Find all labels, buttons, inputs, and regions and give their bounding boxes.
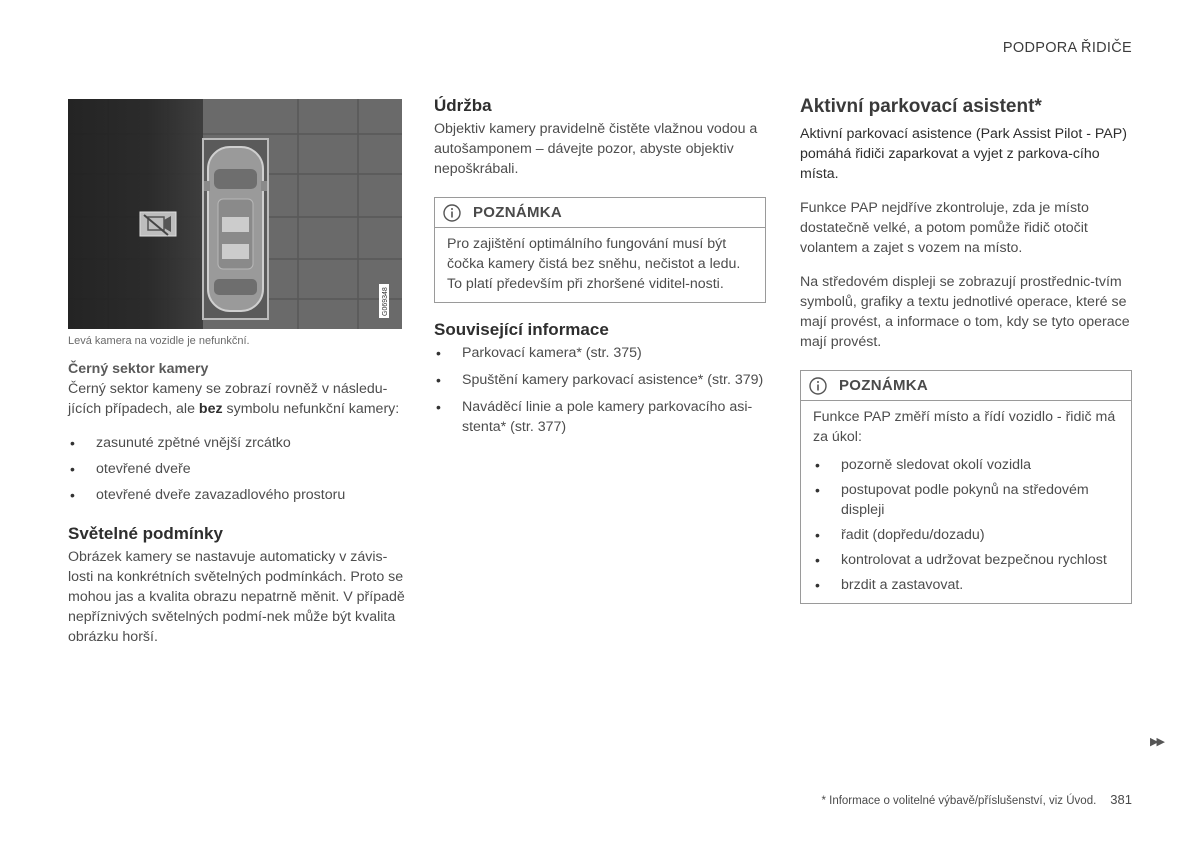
- note-title: POZNÁMKA: [839, 376, 929, 394]
- camera-view-illustration: [68, 99, 402, 329]
- note-text: Funkce PAP změří místo a řídí vozidlo - řidič má za úkol:: [813, 409, 1116, 445]
- black-sector-heading: Černý sektor kamery: [68, 361, 209, 377]
- footer-note: * Informace o volitelné výbavě/příslušenství, viz Úvod.: [821, 795, 1097, 807]
- black-sector-text-2: symbolu nefunkční kamery:: [222, 401, 400, 417]
- list-item: • Spuštění kamery parkovací asistence* (str. 379): [434, 370, 768, 390]
- list-item: • kontrolovat a udržovat bezpečnou rychlost: [813, 550, 1119, 570]
- page-number: 381: [1110, 792, 1132, 807]
- column-2: [434, 95, 768, 443]
- list-item: • Parkovací kamera* (str. 375): [434, 343, 768, 363]
- list-item: • brzdit a zastavovat.: [813, 575, 1119, 595]
- camera-figure: [68, 99, 402, 329]
- note-list: [813, 455, 1119, 595]
- related-info-heading: Související informace: [434, 320, 609, 339]
- black-sector-paragraph: [68, 379, 408, 419]
- list-item: • řadit (dopředu/dozadu): [813, 525, 1119, 545]
- black-sector-list: [68, 433, 408, 505]
- note-body: [801, 401, 1131, 603]
- note-header: [801, 371, 1131, 401]
- list-item: • otevřené dveře: [68, 459, 408, 479]
- column-1: [68, 359, 408, 661]
- related-info-list: [434, 343, 768, 437]
- lead-paragraph: Aktivní parkovací asistence (Park Assist Pilot - PAP) pomáhá řidiči zaparkovat a vyjet z parkova-cího místa.: [800, 126, 1127, 182]
- list-item: • Naváděcí linie a pole kamery parkovacího asi-stenta* (str. 377): [434, 397, 768, 437]
- paragraph-1: Funkce PAP nejdříve zkontroluje, zda je místo dostatečně velké, a potom pomůže řidič otočit volantem a zajet s vozem na místo.: [800, 200, 1089, 256]
- list-item: • otevřené dveře zavazadlového prostoru: [68, 485, 408, 505]
- section-title: Aktivní parkovací asistent*: [800, 96, 1042, 117]
- black-sector-text-bold: bez: [198, 401, 223, 417]
- note-box: [800, 370, 1132, 604]
- list-item: • pozorně sledovat okolí vozidla: [813, 455, 1119, 475]
- list-item: • postupovat podle pokynů na středovém displeji: [813, 480, 1119, 520]
- note-text: Pro zajištění optimálního fungování musí být čočka kamery čistá bez sněhu, nečistot a ledu. To platí především při zhoršené viditel-nosti.: [447, 236, 741, 292]
- black-sector-text-1: Černý sektor kameny se zobrazí rovněž v následu-jících případech, ale: [68, 381, 388, 417]
- continue-arrows-icon: ▶▶: [1150, 736, 1163, 748]
- light-conditions-text: Obrázek kamery se nastavuje automaticky v závis-losti na konkrétních světelných podmínkách. Proto se mohou jas a kvalita obrazu nepatrně měnit. V případě nepříznivých světelných podmí-nek může být kvalita obrázku horší.: [68, 549, 405, 645]
- figure-caption: Levá kamera na vozidle je nefunkční.: [68, 335, 250, 347]
- maintenance-heading: Údržba: [434, 96, 492, 115]
- column-3: [800, 95, 1132, 604]
- list-item: • zasunuté zpětné vnější zrcátko: [68, 433, 408, 453]
- footer: [821, 792, 1132, 807]
- info-icon: [443, 204, 461, 222]
- light-conditions-heading: Světelné podmínky: [68, 524, 223, 543]
- note-header: [435, 198, 765, 228]
- paragraph-2: Na středovém displeji se zobrazují prostřednic-tvím symbolů, grafiky a textu jednotlivé operace, které se mají provést, a informace o tom, kdy se tyto operace mají provést.: [800, 274, 1130, 350]
- info-icon: [809, 377, 827, 395]
- note-box: [434, 197, 766, 303]
- maintenance-text: Objektiv kamery pravidelně čistěte vlažnou vodou a autošamponem – dávejte pozor, abyste objektiv nepoškrábali.: [434, 121, 758, 177]
- figure-code: G069348: [382, 287, 389, 316]
- running-header: PODPORA ŘIDIČE: [1002, 40, 1132, 56]
- note-title: POZNÁMKA: [473, 203, 563, 221]
